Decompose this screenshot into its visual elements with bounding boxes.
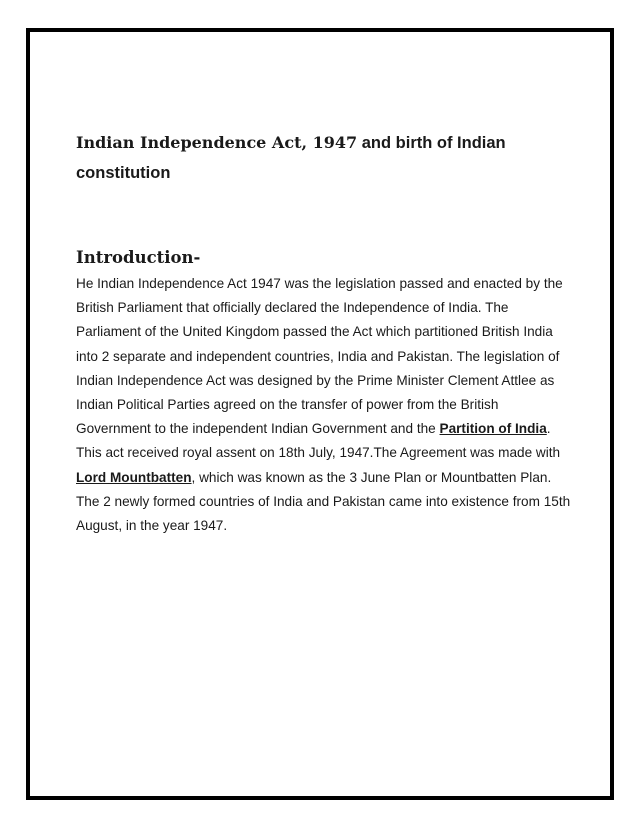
title-rest: and birth of Indian constitution [76,134,506,182]
document-content [76,128,576,538]
paragraph-text-1: He Indian Independence Act 1947 was the legislation passed and enacted by the British Parliament that officially declared the Independence of India. The Parliament of the United Kingdom passed the Act which partitioned British India into 2 separate and independent countries, India and Pakistan. The legislation of Indian Independence Act was designed by the Prime Minister Clement Attlee as Indian Political Parties agreed on the transfer of power from the British Government to the independent Indian Government and the [76,276,563,437]
title-main: Indian Independence Act, 1947 [76,133,358,152]
lord-mountbatten-link[interactable]: Lord Mountbatten [76,469,192,485]
partition-of-india-link[interactable]: Partition of India [439,421,547,437]
document-title [76,128,576,188]
paragraph-text-3: , which was known as the 3 June Plan or Mountbatten Plan. The 2 newly formed countries of India and Pakistan came into existence from 15th August, in the year 1947. [76,469,571,534]
introduction-heading: Introduction- [76,248,201,267]
paragraph-text-2: . This act received royal assent on 18th July, 1947.The Agreement was made with [76,421,561,461]
introduction-paragraph [76,272,576,538]
